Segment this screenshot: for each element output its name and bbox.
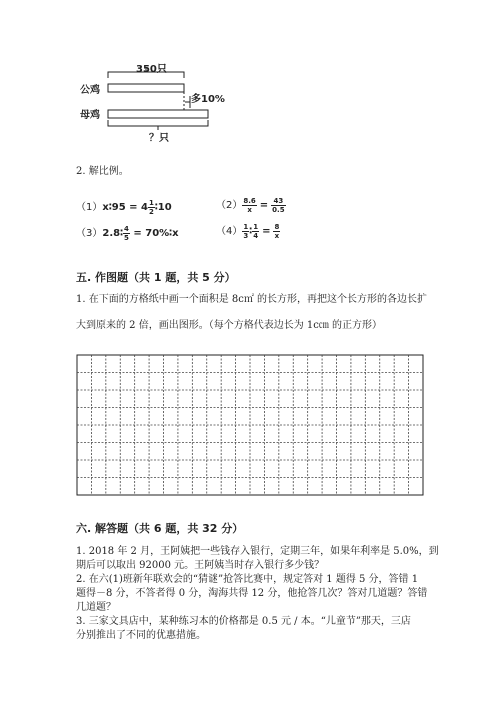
eq4-den-3: x <box>274 231 280 240</box>
eq2-num-2: 43 <box>271 197 285 206</box>
eq3-frac-den: 5 <box>124 233 129 242</box>
eq3-index: （3） <box>76 228 103 239</box>
side-brace <box>185 96 190 108</box>
eq2-fraction-right <box>271 197 285 214</box>
eq1-right: ∶10 <box>154 202 172 213</box>
section6-q1-line1: 1. 2018 年 2 月，王阿姨把一些钱存入银行，定期三年，如果年利率是 5.0%，到 <box>76 546 439 557</box>
eq4-den-2: 4 <box>253 231 259 240</box>
eq1-left: x∶95 = 4 <box>102 202 148 213</box>
total-label: 350只 <box>136 64 167 75</box>
eq2-fraction-left <box>242 197 256 214</box>
equation-2 <box>216 196 286 214</box>
eq4-den-1: 3 <box>243 231 249 240</box>
eq2-num-1: 8.6 <box>243 196 256 205</box>
equation-1 <box>76 198 172 216</box>
eq1-index: （1） <box>76 202 103 213</box>
section5-q1-line2: 大到原来的 2 倍，画出图形。（每个方格代表边长为 1c㎝ 的正方形） <box>76 320 383 331</box>
eq3-right: = 70%∶x <box>129 228 179 239</box>
eq1-fraction <box>148 199 155 216</box>
q2-title: 2. 解比例。 <box>76 166 129 177</box>
section6-heading: 六. 解答题（共 6 题，共 32 分） <box>76 522 244 535</box>
unknown-label: ？只 <box>149 133 169 144</box>
eq4-index: （4） <box>216 226 243 237</box>
eq4-num-1: 1 <box>243 222 249 231</box>
eq1-frac-den: 2 <box>148 207 154 216</box>
section6-q2-line3: 几道题？ <box>76 602 116 613</box>
equation-3 <box>76 224 179 242</box>
eq2-den-1: x <box>247 205 252 214</box>
section6-q2-line1: 2. 在六(1)班新年联欢会的“猜谜”抢答比赛中，规定答对 1 题得 5 分，答错 1 <box>76 574 419 585</box>
eq2-index: （2） <box>216 200 243 211</box>
section5-heading: 五. 作图题（共 1 题，共 5 分） <box>76 271 236 284</box>
equation-4 <box>216 222 280 240</box>
square-grid <box>76 354 424 496</box>
rooster-bar <box>108 84 184 92</box>
eq2-den-2: 0.5 <box>272 205 285 214</box>
eq2-equals: = <box>259 200 269 211</box>
extra-percent-label: 多10% <box>191 94 225 105</box>
eq4-colon: ∶ <box>249 226 253 237</box>
section6-q3-line2: 分别推出了不同的优惠措施。 <box>76 630 206 641</box>
hen-label: 母鸡 <box>80 110 100 121</box>
section5-q1-line1: 1. 在下面的方格纸中画一个面积是 8c㎡ 的长方形，再把这个长方形的各边长扩 <box>76 294 428 305</box>
eq4-num-3: 8 <box>274 222 280 231</box>
section6-q2-line2: 题得－8 分，不答者得 0 分，淘海共得 12 分，他抢答几次？答对几道题？答错 <box>76 588 428 599</box>
hen-bar <box>108 110 208 118</box>
eq4-num-2: 1 <box>253 222 259 231</box>
eq3-frac-num: 4 <box>124 224 129 233</box>
section6-q1-line2: 期后可以取出 92000 元。王阿姨当时存入银行多少钱？ <box>76 560 325 571</box>
eq4-fraction-3 <box>273 223 280 240</box>
eq4-equals: = <box>262 226 271 237</box>
bottom-brace <box>108 120 208 126</box>
bar-diagram-lines <box>0 0 500 160</box>
eq4-fraction-2 <box>252 223 259 240</box>
rooster-label: 公鸡 <box>80 85 100 96</box>
eq3-left: 2.8∶ <box>102 228 124 239</box>
section6-q3-line1: 3. 三家文具店中，某种练习本的价格都是 0.5 元 / 本。“儿童节”那天，三店 <box>76 616 411 627</box>
eq3-fraction <box>123 225 130 242</box>
eq1-frac-num: 1 <box>148 198 154 207</box>
